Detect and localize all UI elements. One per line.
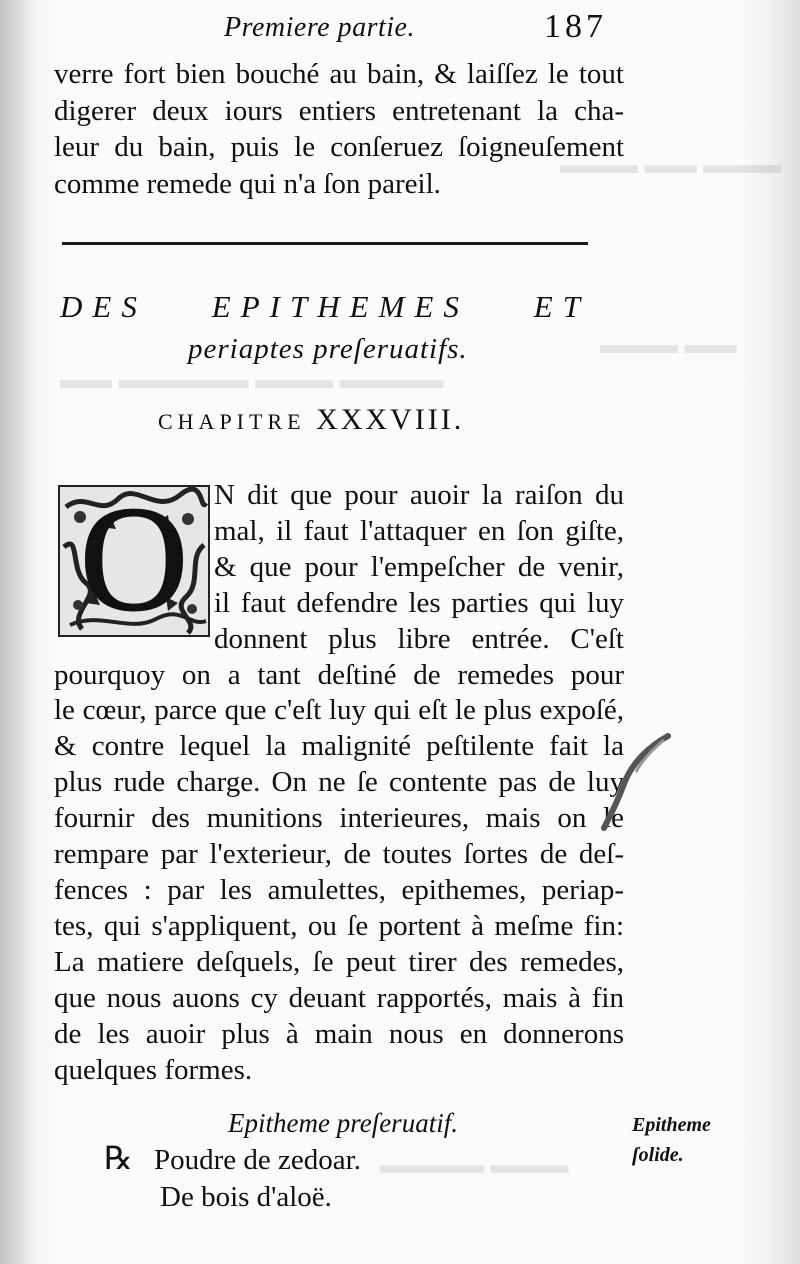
- chapter-paragraph: [54, 478, 624, 1088]
- heading-line-1: DES EPITHEMES ET: [60, 289, 590, 324]
- bleed-through-mark: ▬▬▬ ▬▬ ▬▬▬: [560, 150, 781, 179]
- bleed-through-mark: ▬▬▬ ▬▬▬▬: [380, 1150, 569, 1179]
- bleed-through-mark: ▬▬ ▬▬▬: [600, 330, 737, 359]
- receipt-item: [104, 1140, 361, 1179]
- heading-line-2: periaptes preſeruatifs.: [188, 333, 468, 365]
- text-line: pourquoy on a tant deſtiné de remedes pour: [54, 658, 624, 691]
- text-line: & que pour l'empeſcher de venir,: [214, 550, 624, 583]
- text-line: digerer deux iours entiers entretenant la cha-: [54, 94, 624, 127]
- section-heading: [60, 286, 620, 370]
- margin-note: [632, 1110, 711, 1170]
- text-line: il faut defendre les parties qui luy: [214, 586, 624, 619]
- text-line: que nous auons cy deuant rapportés, mais à fin: [54, 981, 624, 1014]
- margin-note-line: Epitheme: [632, 1114, 711, 1136]
- receipt-item: [104, 1179, 361, 1216]
- receipt-list: [104, 1140, 361, 1216]
- text-line: de les auoir plus à main nous en donnerons: [54, 1017, 624, 1050]
- receipt-item-text: Poudre de zedoar.: [154, 1144, 361, 1176]
- text-line: tes, qui s'appliquent, ou ſe portent à meſme fin:: [54, 909, 624, 942]
- margin-note-line: ſolide.: [632, 1144, 684, 1166]
- opening-text: [54, 56, 624, 202]
- text-line: plus rude charge. On ne ſe contente pas de luy: [54, 766, 624, 799]
- text-line: quelques formes.: [54, 1053, 253, 1086]
- text-line: La matiere deſquels, ſe peut tirer des remedes,: [54, 945, 624, 978]
- section-rule: [62, 242, 588, 245]
- text-line: donnent plus libre entrée. C'eſt: [214, 622, 624, 655]
- recipe-symbol-icon: ℞: [104, 1139, 133, 1177]
- text-line: fournir des munitions interieures, mais on le: [54, 802, 624, 835]
- text-line: le cœur, parce que c'eſt luy qui eſt le plus expoſé,: [54, 694, 624, 727]
- text-line: fences : par les amulettes, epithemes, periap-: [54, 873, 624, 906]
- running-head: [224, 8, 624, 56]
- bleed-through-mark: ▬▬▬▬ ▬▬▬ ▬▬▬▬▬ ▬▬: [60, 365, 444, 394]
- running-title: Premiere partie.: [224, 12, 415, 43]
- chapter-prefix: CHAPITRE: [158, 409, 306, 434]
- receipt-title: Epitheme preſeruatif.: [228, 1108, 458, 1138]
- text-line: & contre lequel la malignité peſtilente fait la: [54, 730, 624, 763]
- quill-mark-icon: [598, 732, 674, 832]
- text-line: leur du bain, puis le conſeruez ſoigneuſement: [54, 131, 624, 163]
- chapter-number: XXXVIII.: [316, 403, 465, 436]
- text-line: rempare par l'exterieur, de toutes ſortes de deſ-: [54, 838, 624, 871]
- text-line: N dit que pour auoir la raiſon du: [214, 479, 624, 511]
- text-line: comme remede qui n'a ſon pareil.: [54, 167, 441, 200]
- page-number: 187: [544, 8, 607, 45]
- text-line: mal, il faut l'attaquer en ſon giſte,: [214, 514, 624, 547]
- binding-shadow: [0, 0, 40, 1264]
- chapter-title: [158, 403, 464, 437]
- receipt-item-text: De bois d'aloë.: [160, 1181, 332, 1213]
- dropcap-letter: O: [79, 485, 189, 637]
- text-line: verre fort bien bouché au bain, & laiſſez le tout: [54, 58, 624, 90]
